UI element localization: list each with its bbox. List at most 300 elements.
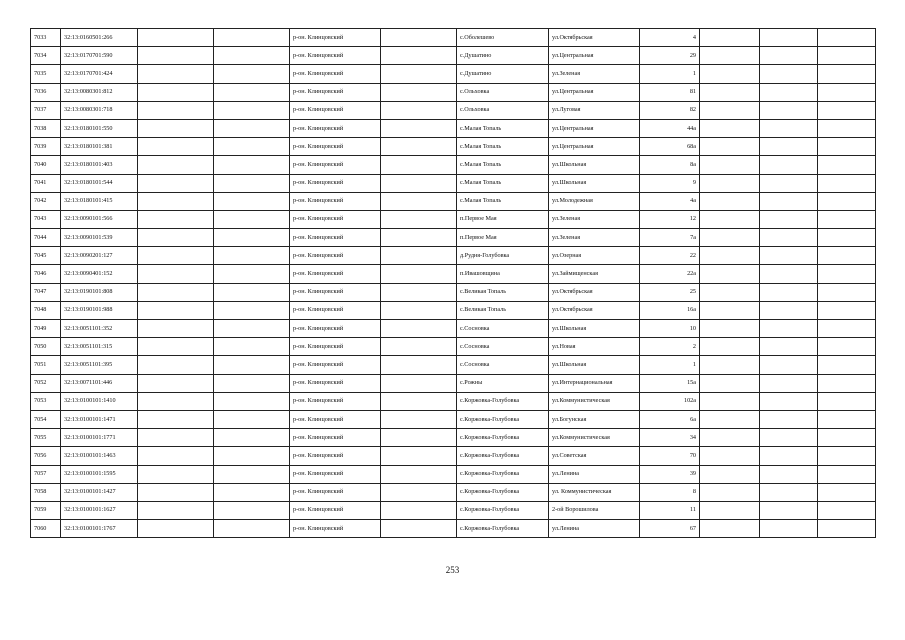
cadastral-number: 32:13:0190101:808 — [61, 283, 138, 301]
district: р-он. Клинцовский — [290, 265, 381, 283]
street: ул.Школьная — [549, 156, 640, 174]
house-number: 102а — [640, 392, 700, 410]
empty-cell — [214, 101, 290, 119]
empty-cell — [700, 101, 760, 119]
empty-cell — [138, 192, 214, 210]
house-number: 2 — [640, 338, 700, 356]
empty-cell — [760, 356, 818, 374]
table-row — [31, 83, 876, 101]
street: ул.Школьная — [549, 356, 640, 374]
empty-cell — [381, 174, 457, 192]
empty-cell — [214, 501, 290, 519]
district: р-он. Клинцовский — [290, 374, 381, 392]
empty-cell — [818, 174, 876, 192]
empty-cell — [214, 229, 290, 247]
table-row — [31, 410, 876, 428]
empty-cell — [818, 119, 876, 137]
empty-cell — [818, 265, 876, 283]
house-number: 22а — [640, 265, 700, 283]
locality: с.Коржовка-Голубовка — [457, 483, 549, 501]
table-row — [31, 247, 876, 265]
locality: п.Первое Мая — [457, 229, 549, 247]
street: ул.Коммунистическая — [549, 392, 640, 410]
empty-cell — [818, 138, 876, 156]
empty-cell — [214, 465, 290, 483]
cadastral-number: 32:13:0051101:315 — [61, 338, 138, 356]
empty-cell — [818, 247, 876, 265]
locality: п.Ивашовщина — [457, 265, 549, 283]
street: ул.Центральная — [549, 83, 640, 101]
empty-cell — [760, 156, 818, 174]
empty-cell — [700, 356, 760, 374]
row-id: 7040 — [31, 156, 61, 174]
empty-cell — [760, 374, 818, 392]
empty-cell — [138, 156, 214, 174]
locality: с.Сосновка — [457, 356, 549, 374]
empty-cell — [760, 429, 818, 447]
empty-cell — [760, 247, 818, 265]
house-number: 8а — [640, 156, 700, 174]
district: р-он. Клинцовский — [290, 247, 381, 265]
house-number: 4 — [640, 29, 700, 47]
empty-cell — [700, 119, 760, 137]
empty-cell — [214, 520, 290, 538]
empty-cell — [700, 465, 760, 483]
empty-cell — [700, 429, 760, 447]
house-number: 15а — [640, 374, 700, 392]
locality: с.Душатино — [457, 65, 549, 83]
empty-cell — [760, 101, 818, 119]
empty-cell — [381, 320, 457, 338]
row-id: 7047 — [31, 283, 61, 301]
house-number: 16а — [640, 301, 700, 319]
empty-cell — [818, 392, 876, 410]
cadastral-number: 32:13:0051101:352 — [61, 320, 138, 338]
empty-cell — [760, 338, 818, 356]
empty-cell — [381, 101, 457, 119]
empty-cell — [381, 392, 457, 410]
empty-cell — [760, 320, 818, 338]
empty-cell — [818, 465, 876, 483]
row-id: 7042 — [31, 192, 61, 210]
row-id: 7050 — [31, 338, 61, 356]
row-id: 7043 — [31, 210, 61, 228]
cadastral-number: 32:13:0190101:988 — [61, 301, 138, 319]
district: р-он. Клинцовский — [290, 447, 381, 465]
empty-cell — [700, 229, 760, 247]
house-number: 9 — [640, 174, 700, 192]
house-number: 34 — [640, 429, 700, 447]
empty-cell — [818, 301, 876, 319]
table-row — [31, 429, 876, 447]
cadastral-number: 32:13:0071101:446 — [61, 374, 138, 392]
row-id: 7060 — [31, 520, 61, 538]
district: р-он. Клинцовский — [290, 520, 381, 538]
street: ул.Центральная — [549, 119, 640, 137]
empty-cell — [760, 265, 818, 283]
row-id: 7049 — [31, 320, 61, 338]
cadastral-number: 32:13:0170701:424 — [61, 65, 138, 83]
table-row — [31, 356, 876, 374]
empty-cell — [818, 47, 876, 65]
page-number: 253 — [445, 565, 460, 575]
empty-cell — [381, 119, 457, 137]
empty-cell — [381, 29, 457, 47]
empty-cell — [818, 83, 876, 101]
empty-cell — [214, 265, 290, 283]
locality: с.Рожны — [457, 374, 549, 392]
table-row — [31, 320, 876, 338]
street: ул.Школьная — [549, 174, 640, 192]
cadastral-number: 32:13:0180101:550 — [61, 119, 138, 137]
empty-cell — [818, 483, 876, 501]
empty-cell — [381, 410, 457, 428]
empty-cell — [214, 447, 290, 465]
empty-cell — [760, 520, 818, 538]
district: р-он. Клинцовский — [290, 229, 381, 247]
house-number: 7а — [640, 229, 700, 247]
empty-cell — [138, 65, 214, 83]
empty-cell — [381, 138, 457, 156]
empty-cell — [138, 47, 214, 65]
empty-cell — [381, 429, 457, 447]
district: р-он. Клинцовский — [290, 47, 381, 65]
house-number: 25 — [640, 283, 700, 301]
empty-cell — [138, 338, 214, 356]
empty-cell — [700, 392, 760, 410]
row-id: 7035 — [31, 65, 61, 83]
empty-cell — [818, 101, 876, 119]
empty-cell — [700, 265, 760, 283]
empty-cell — [138, 301, 214, 319]
empty-cell — [381, 156, 457, 174]
house-number: 8 — [640, 483, 700, 501]
empty-cell — [138, 119, 214, 137]
empty-cell — [700, 156, 760, 174]
district: р-он. Клинцовский — [290, 338, 381, 356]
table-row — [31, 301, 876, 319]
row-id: 7051 — [31, 356, 61, 374]
empty-cell — [700, 410, 760, 428]
district: р-он. Клинцовский — [290, 301, 381, 319]
empty-cell — [700, 520, 760, 538]
row-id: 7059 — [31, 501, 61, 519]
cadastral-number: 32:13:0100101:1595 — [61, 465, 138, 483]
street: ул.Новая — [549, 338, 640, 356]
empty-cell — [760, 119, 818, 137]
house-number: 22 — [640, 247, 700, 265]
table-row — [31, 501, 876, 519]
empty-cell — [818, 229, 876, 247]
district: р-он. Клинцовский — [290, 320, 381, 338]
empty-cell — [381, 210, 457, 228]
empty-cell — [138, 465, 214, 483]
street: ул.Зеленая — [549, 210, 640, 228]
table-body — [31, 29, 876, 538]
cadastral-number: 32:13:0080301:718 — [61, 101, 138, 119]
street: ул.Центральная — [549, 138, 640, 156]
empty-cell — [700, 174, 760, 192]
empty-cell — [381, 247, 457, 265]
empty-cell — [818, 520, 876, 538]
row-id: 7044 — [31, 229, 61, 247]
empty-cell — [818, 29, 876, 47]
row-id: 7041 — [31, 174, 61, 192]
street: ул.Ленина — [549, 520, 640, 538]
district: р-он. Клинцовский — [290, 210, 381, 228]
locality: с.Коржовка-Голубовка — [457, 465, 549, 483]
district: р-он. Клинцовский — [290, 156, 381, 174]
table-row — [31, 101, 876, 119]
row-id: 7055 — [31, 429, 61, 447]
row-id: 7058 — [31, 483, 61, 501]
empty-cell — [214, 301, 290, 319]
house-number: 11 — [640, 501, 700, 519]
street: ул.Ленина — [549, 465, 640, 483]
house-number: 68а — [640, 138, 700, 156]
empty-cell — [818, 447, 876, 465]
empty-cell — [760, 301, 818, 319]
row-id: 7036 — [31, 83, 61, 101]
empty-cell — [760, 483, 818, 501]
empty-cell — [760, 447, 818, 465]
cadastral-number: 32:13:0100101:1771 — [61, 429, 138, 447]
cadastral-number: 32:13:0090101:566 — [61, 210, 138, 228]
empty-cell — [818, 338, 876, 356]
row-id: 7054 — [31, 410, 61, 428]
empty-cell — [138, 101, 214, 119]
empty-cell — [700, 320, 760, 338]
table-row — [31, 210, 876, 228]
house-number: 1 — [640, 65, 700, 83]
empty-cell — [138, 483, 214, 501]
empty-cell — [700, 47, 760, 65]
table-row — [31, 283, 876, 301]
street: 2-ой Ворошилова — [549, 501, 640, 519]
empty-cell — [138, 247, 214, 265]
empty-cell — [138, 29, 214, 47]
empty-cell — [214, 320, 290, 338]
empty-cell — [760, 174, 818, 192]
empty-cell — [138, 83, 214, 101]
row-id: 7038 — [31, 119, 61, 137]
district: р-он. Клинцовский — [290, 283, 381, 301]
locality: с.Коржовка-Голубовка — [457, 429, 549, 447]
table-row — [31, 374, 876, 392]
empty-cell — [214, 247, 290, 265]
house-number: 1 — [640, 356, 700, 374]
empty-cell — [214, 192, 290, 210]
street: ул.Луговая — [549, 101, 640, 119]
empty-cell — [138, 210, 214, 228]
empty-cell — [381, 192, 457, 210]
row-id: 7033 — [31, 29, 61, 47]
table-row — [31, 119, 876, 137]
street: ул.Богунская — [549, 410, 640, 428]
district: р-он. Клинцовский — [290, 83, 381, 101]
empty-cell — [214, 210, 290, 228]
street: ул.Школьная — [549, 320, 640, 338]
cadastral-number: 32:13:0170701:590 — [61, 47, 138, 65]
empty-cell — [700, 374, 760, 392]
empty-cell — [214, 283, 290, 301]
house-number: 81 — [640, 83, 700, 101]
empty-cell — [381, 483, 457, 501]
empty-cell — [700, 138, 760, 156]
locality: с.Коржовка-Голубовка — [457, 447, 549, 465]
house-number: 29 — [640, 47, 700, 65]
empty-cell — [138, 174, 214, 192]
locality: с.Оболешево — [457, 29, 549, 47]
row-id: 7053 — [31, 392, 61, 410]
cadastral-number: 32:13:0080301:812 — [61, 83, 138, 101]
cadastral-number: 32:13:0160501:266 — [61, 29, 138, 47]
cadastral-number: 32:13:0100101:1427 — [61, 483, 138, 501]
row-id: 7039 — [31, 138, 61, 156]
property-table — [30, 28, 876, 538]
table-row — [31, 338, 876, 356]
empty-cell — [381, 265, 457, 283]
table-row — [31, 156, 876, 174]
locality: с.Сосновка — [457, 338, 549, 356]
empty-cell — [818, 65, 876, 83]
empty-cell — [818, 429, 876, 447]
empty-cell — [818, 501, 876, 519]
empty-cell — [760, 138, 818, 156]
locality: с.Малая Топаль — [457, 119, 549, 137]
table-row — [31, 65, 876, 83]
street: ул.Займищенская — [549, 265, 640, 283]
house-number: 12 — [640, 210, 700, 228]
street: ул.Центральная — [549, 47, 640, 65]
empty-cell — [138, 392, 214, 410]
locality: с.Сосновка — [457, 320, 549, 338]
empty-cell — [381, 465, 457, 483]
district: р-он. Клинцовский — [290, 174, 381, 192]
house-number: 70 — [640, 447, 700, 465]
empty-cell — [381, 283, 457, 301]
row-id: 7045 — [31, 247, 61, 265]
empty-cell — [700, 247, 760, 265]
empty-cell — [214, 429, 290, 447]
empty-cell — [214, 410, 290, 428]
district: р-он. Клинцовский — [290, 392, 381, 410]
empty-cell — [214, 174, 290, 192]
street: ул.Озерная — [549, 247, 640, 265]
empty-cell — [214, 338, 290, 356]
empty-cell — [818, 156, 876, 174]
cadastral-number: 32:13:0180101:415 — [61, 192, 138, 210]
street: ул.Коммунистическая — [549, 429, 640, 447]
house-number: 39 — [640, 465, 700, 483]
empty-cell — [700, 192, 760, 210]
empty-cell — [700, 210, 760, 228]
cadastral-number: 32:13:0100101:1410 — [61, 392, 138, 410]
house-number: 4а — [640, 192, 700, 210]
empty-cell — [214, 138, 290, 156]
empty-cell — [138, 229, 214, 247]
street: ул.Интернациональная — [549, 374, 640, 392]
street: ул.Молодежная — [549, 192, 640, 210]
empty-cell — [214, 374, 290, 392]
house-number: 82 — [640, 101, 700, 119]
empty-cell — [818, 374, 876, 392]
empty-cell — [700, 29, 760, 47]
empty-cell — [760, 465, 818, 483]
locality: с.Малая Топаль — [457, 192, 549, 210]
empty-cell — [760, 501, 818, 519]
empty-cell — [760, 410, 818, 428]
table-row — [31, 265, 876, 283]
empty-cell — [818, 320, 876, 338]
empty-cell — [381, 374, 457, 392]
empty-cell — [214, 156, 290, 174]
empty-cell — [138, 265, 214, 283]
empty-cell — [760, 192, 818, 210]
empty-cell — [760, 83, 818, 101]
empty-cell — [760, 47, 818, 65]
locality: с.Коржовка-Голубовка — [457, 520, 549, 538]
row-id: 7037 — [31, 101, 61, 119]
locality: с.Малая Топаль — [457, 156, 549, 174]
empty-cell — [700, 501, 760, 519]
empty-cell — [818, 283, 876, 301]
district: р-он. Клинцовский — [290, 410, 381, 428]
cadastral-number: 32:13:0100101:1463 — [61, 447, 138, 465]
empty-cell — [381, 83, 457, 101]
empty-cell — [214, 47, 290, 65]
empty-cell — [214, 83, 290, 101]
empty-cell — [700, 483, 760, 501]
empty-cell — [760, 229, 818, 247]
row-id: 7034 — [31, 47, 61, 65]
district: р-он. Клинцовский — [290, 65, 381, 83]
locality: д.Рудня-Голубовка — [457, 247, 549, 265]
locality: с.Малая Топаль — [457, 138, 549, 156]
empty-cell — [381, 338, 457, 356]
house-number: 10 — [640, 320, 700, 338]
empty-cell — [138, 320, 214, 338]
empty-cell — [700, 283, 760, 301]
empty-cell — [760, 392, 818, 410]
table-row — [31, 392, 876, 410]
table-row — [31, 465, 876, 483]
empty-cell — [818, 210, 876, 228]
empty-cell — [381, 447, 457, 465]
street: ул.Зеленая — [549, 65, 640, 83]
locality: с.Ольховка — [457, 83, 549, 101]
locality: с.Коржовка-Голубовка — [457, 410, 549, 428]
district: р-он. Клинцовский — [290, 483, 381, 501]
empty-cell — [138, 410, 214, 428]
empty-cell — [760, 283, 818, 301]
row-id: 7048 — [31, 301, 61, 319]
row-id: 7046 — [31, 265, 61, 283]
empty-cell — [214, 119, 290, 137]
table-row — [31, 29, 876, 47]
empty-cell — [381, 229, 457, 247]
street: ул.Октябрьская — [549, 283, 640, 301]
empty-cell — [214, 392, 290, 410]
empty-cell — [818, 192, 876, 210]
locality: с.Коржовка-Голубовка — [457, 501, 549, 519]
district: р-он. Клинцовский — [290, 465, 381, 483]
table-row — [31, 520, 876, 538]
empty-cell — [138, 138, 214, 156]
locality: с.Малая Топаль — [457, 174, 549, 192]
cadastral-number: 32:13:0180101:544 — [61, 174, 138, 192]
table-row — [31, 47, 876, 65]
